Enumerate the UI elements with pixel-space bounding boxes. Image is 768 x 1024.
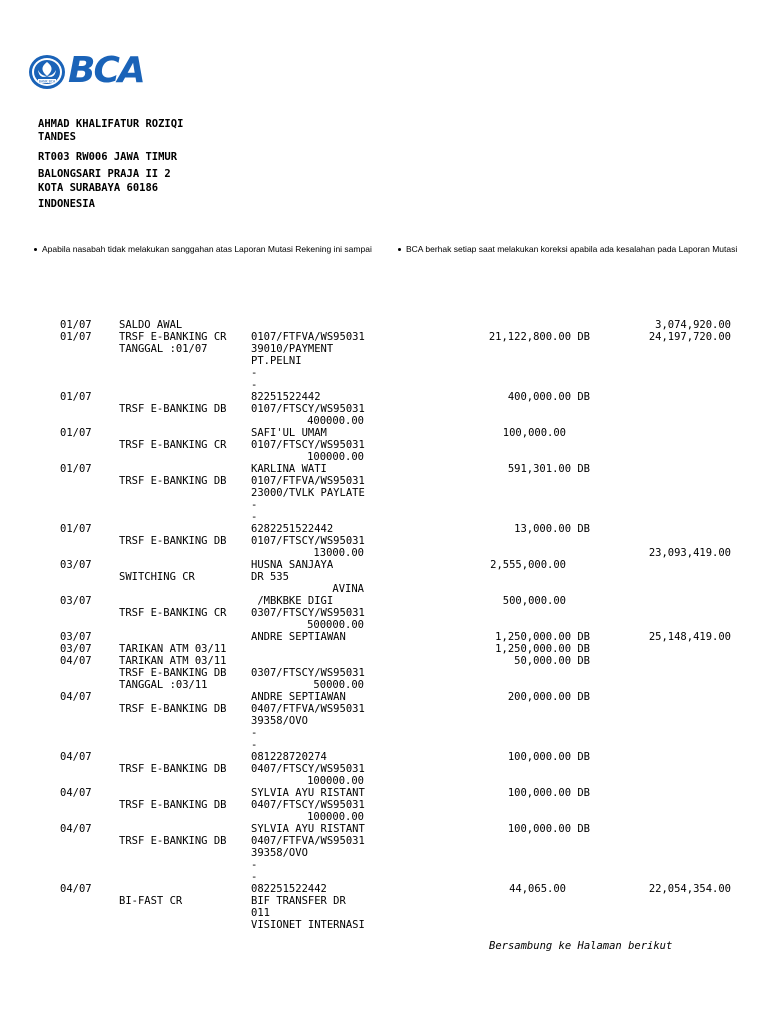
bca-emblem-icon <box>28 54 66 90</box>
row-detail: - <box>251 367 258 379</box>
row-amount: 200,000.00 DB <box>507 691 590 703</box>
table-row <box>0 715 768 727</box>
row-amount: 591,301.00 DB <box>507 463 590 475</box>
row-description: TRSF E-BANKING CR <box>119 439 227 451</box>
table-row <box>0 727 768 739</box>
table-row <box>0 331 768 343</box>
table-row <box>0 427 768 439</box>
row-detail: 50000.00 <box>313 679 364 691</box>
row-detail: 23000/TVLK PAYLATE <box>251 487 365 499</box>
row-detail: AVINA <box>332 583 364 595</box>
row-detail: 39010/PAYMENT <box>251 343 334 355</box>
table-row <box>0 751 768 763</box>
table-row <box>0 487 768 499</box>
row-description: TRSF E-BANKING DB <box>119 763 227 775</box>
row-date: 01/07 <box>60 523 92 535</box>
row-amount: 2,555,000.00 <box>490 559 566 571</box>
table-row <box>0 679 768 691</box>
row-date: 03/07 <box>60 643 92 655</box>
bank-name: BCA <box>68 50 144 91</box>
row-detail: 0107/FTSCY/WS95031 <box>251 535 365 547</box>
row-detail: 39358/OVO <box>251 847 308 859</box>
row-detail: SYLVIA AYU RISTANT <box>251 823 365 835</box>
customer-country: INDONESIA <box>38 198 95 210</box>
row-detail: 39358/OVO <box>251 715 308 727</box>
table-row <box>0 463 768 475</box>
table-row <box>0 763 768 775</box>
row-detail: VISIONET INTERNASI <box>251 919 365 931</box>
row-amount: 13,000.00 DB <box>514 523 590 535</box>
table-row <box>0 667 768 679</box>
table-row <box>0 895 768 907</box>
row-detail: - <box>251 379 258 391</box>
row-date: 04/07 <box>60 751 92 763</box>
row-description: TRSF E-BANKING DB <box>119 799 227 811</box>
row-date: 04/07 <box>60 655 92 667</box>
row-amount: 1,250,000.00 DB <box>495 643 590 655</box>
row-detail: ANDRE SEPTIAWAN <box>251 691 346 703</box>
table-row <box>0 619 768 631</box>
row-date: 01/07 <box>60 331 92 343</box>
continue-note: Bersambung ke Halaman berikut <box>489 940 673 952</box>
row-detail: 100000.00 <box>307 451 364 463</box>
table-row <box>0 883 768 895</box>
table-row <box>0 811 768 823</box>
row-detail: 100000.00 <box>307 775 364 787</box>
row-detail: ANDRE SEPTIAWAN <box>251 631 346 643</box>
row-description: TRSF E-BANKING DB <box>119 667 227 679</box>
table-row <box>0 739 768 751</box>
table-row <box>0 319 768 331</box>
table-row <box>0 787 768 799</box>
row-detail: - <box>251 511 258 523</box>
row-detail: SYLVIA AYU RISTANT <box>251 787 365 799</box>
table-row <box>0 415 768 427</box>
row-date: 01/07 <box>60 463 92 475</box>
row-date: 04/07 <box>60 691 92 703</box>
row-balance: 23,093,419.00 <box>648 547 731 559</box>
row-amount: 21,122,800.00 DB <box>488 331 590 343</box>
table-row <box>0 799 768 811</box>
note-left: Apabila nasabah tidak melakukan sanggahan atas Laporan Mutasi Rekening ini sampai <box>34 244 372 254</box>
table-row <box>0 571 768 583</box>
row-detail: /MBKBKE DIGI <box>251 595 334 607</box>
table-row <box>0 451 768 463</box>
row-balance: 24,197,720.00 <box>648 331 731 343</box>
row-balance: 22,054,354.00 <box>648 883 731 895</box>
row-detail: 82251522442 <box>251 391 321 403</box>
row-date: 01/07 <box>60 391 92 403</box>
note-right: BCA berhak setiap saat melakukan koreksi apabila ada kesalahan pada Laporan Mutasi <box>398 244 737 254</box>
row-date: 03/07 <box>60 595 92 607</box>
table-row <box>0 631 768 643</box>
row-amount: 500,000.00 <box>502 595 566 607</box>
transaction-table <box>0 319 768 931</box>
table-row <box>0 835 768 847</box>
row-detail: - <box>251 739 258 751</box>
row-detail: 0407/FTFVA/WS95031 <box>251 703 365 715</box>
row-detail: 081228720274 <box>251 751 327 763</box>
row-description: TRSF E-BANKING DB <box>119 835 227 847</box>
row-date: 04/07 <box>60 823 92 835</box>
row-description: TARIKAN ATM 03/11 <box>119 655 227 667</box>
table-row <box>0 523 768 535</box>
table-row <box>0 655 768 667</box>
row-description: TANGGAL :01/07 <box>119 343 208 355</box>
row-detail: 0107/FTSCY/WS95031 <box>251 439 365 451</box>
row-detail: 0407/FTSCY/WS95031 <box>251 763 365 775</box>
table-row <box>0 511 768 523</box>
row-description: TRSF E-BANKING CR <box>119 607 227 619</box>
table-row <box>0 871 768 883</box>
table-row <box>0 583 768 595</box>
row-description: TRSF E-BANKING CR <box>119 331 227 343</box>
table-row <box>0 595 768 607</box>
row-balance: 25,148,419.00 <box>648 631 731 643</box>
row-detail: 500000.00 <box>307 619 364 631</box>
table-row <box>0 847 768 859</box>
row-amount: 44,065.00 <box>509 883 566 895</box>
row-description: BI-FAST CR <box>119 895 183 907</box>
row-detail: DR 535 <box>251 571 289 583</box>
row-description: TANGGAL :03/11 <box>119 679 208 691</box>
customer-address-line: KOTA SURABAYA 60186 <box>38 182 159 194</box>
row-detail: - <box>251 871 258 883</box>
row-amount: 100,000.00 DB <box>507 751 590 763</box>
row-description: TRSF E-BANKING DB <box>119 475 227 487</box>
table-row <box>0 823 768 835</box>
table-row <box>0 343 768 355</box>
row-detail: 011 <box>251 907 270 919</box>
row-date: 01/07 <box>60 427 92 439</box>
row-detail: PT.PELNI <box>251 355 302 367</box>
row-date: 01/07 <box>60 319 92 331</box>
table-row <box>0 907 768 919</box>
table-row <box>0 355 768 367</box>
table-row <box>0 475 768 487</box>
table-row <box>0 919 768 931</box>
row-amount: 100,000.00 <box>502 427 566 439</box>
customer-address-line: TANDES <box>38 131 76 143</box>
row-detail: 100000.00 <box>307 811 364 823</box>
row-detail: 0107/FTFVA/WS95031 <box>251 475 365 487</box>
row-balance: 3,074,920.00 <box>655 319 731 331</box>
row-description: TRSF E-BANKING DB <box>119 703 227 715</box>
row-detail: HUSNA SANJAYA <box>251 559 334 571</box>
table-row <box>0 559 768 571</box>
table-row <box>0 703 768 715</box>
row-amount: 100,000.00 DB <box>507 787 590 799</box>
bullet-icon <box>398 248 401 251</box>
table-row <box>0 547 768 559</box>
row-date: 04/07 <box>60 787 92 799</box>
row-detail: KARLINA WATI <box>251 463 327 475</box>
customer-name: AHMAD KHALIFATUR ROZIQI <box>38 118 184 130</box>
svg-text:BANK BCA: BANK BCA <box>38 79 56 84</box>
table-row <box>0 535 768 547</box>
table-row <box>0 403 768 415</box>
row-detail: - <box>251 859 258 871</box>
table-row <box>0 859 768 871</box>
table-row <box>0 439 768 451</box>
row-amount: 1,250,000.00 DB <box>495 631 590 643</box>
row-description: TARIKAN ATM 03/11 <box>119 643 227 655</box>
row-detail: 0107/FTSCY/WS95031 <box>251 403 365 415</box>
row-detail: 0307/FTSCY/WS95031 <box>251 667 365 679</box>
row-detail: 13000.00 <box>313 547 364 559</box>
row-amount: 50,000.00 DB <box>514 655 590 667</box>
row-detail: SAFI'UL UMAM <box>251 427 327 439</box>
table-row <box>0 775 768 787</box>
table-row <box>0 643 768 655</box>
row-detail: 400000.00 <box>307 415 364 427</box>
row-detail: - <box>251 727 258 739</box>
row-amount: 100,000.00 DB <box>507 823 590 835</box>
table-row <box>0 379 768 391</box>
row-date: 03/07 <box>60 559 92 571</box>
bullet-icon <box>34 248 37 251</box>
row-detail: 0407/FTSCY/WS95031 <box>251 799 365 811</box>
row-date: 04/07 <box>60 883 92 895</box>
table-row <box>0 691 768 703</box>
customer-address-line: RT003 RW006 JAWA TIMUR <box>38 151 178 163</box>
table-row <box>0 367 768 379</box>
row-detail: 0107/FTFVA/WS95031 <box>251 331 365 343</box>
bca-logo <box>28 50 148 92</box>
row-amount: 400,000.00 DB <box>507 391 590 403</box>
row-detail: 6282251522442 <box>251 523 334 535</box>
row-detail: - <box>251 499 258 511</box>
row-description: SALDO AWAL <box>119 319 183 331</box>
row-detail: 0407/FTFVA/WS95031 <box>251 835 365 847</box>
row-description: TRSF E-BANKING DB <box>119 403 227 415</box>
customer-address-line: BALONGSARI PRAJA II 2 <box>38 168 171 180</box>
row-detail: BIF TRANSFER DR <box>251 895 346 907</box>
row-description: TRSF E-BANKING DB <box>119 535 227 547</box>
row-description: SWITCHING CR <box>119 571 195 583</box>
row-detail: 082251522442 <box>251 883 327 895</box>
table-row <box>0 391 768 403</box>
table-row <box>0 499 768 511</box>
table-row <box>0 607 768 619</box>
row-date: 03/07 <box>60 631 92 643</box>
row-detail: 0307/FTSCY/WS95031 <box>251 607 365 619</box>
